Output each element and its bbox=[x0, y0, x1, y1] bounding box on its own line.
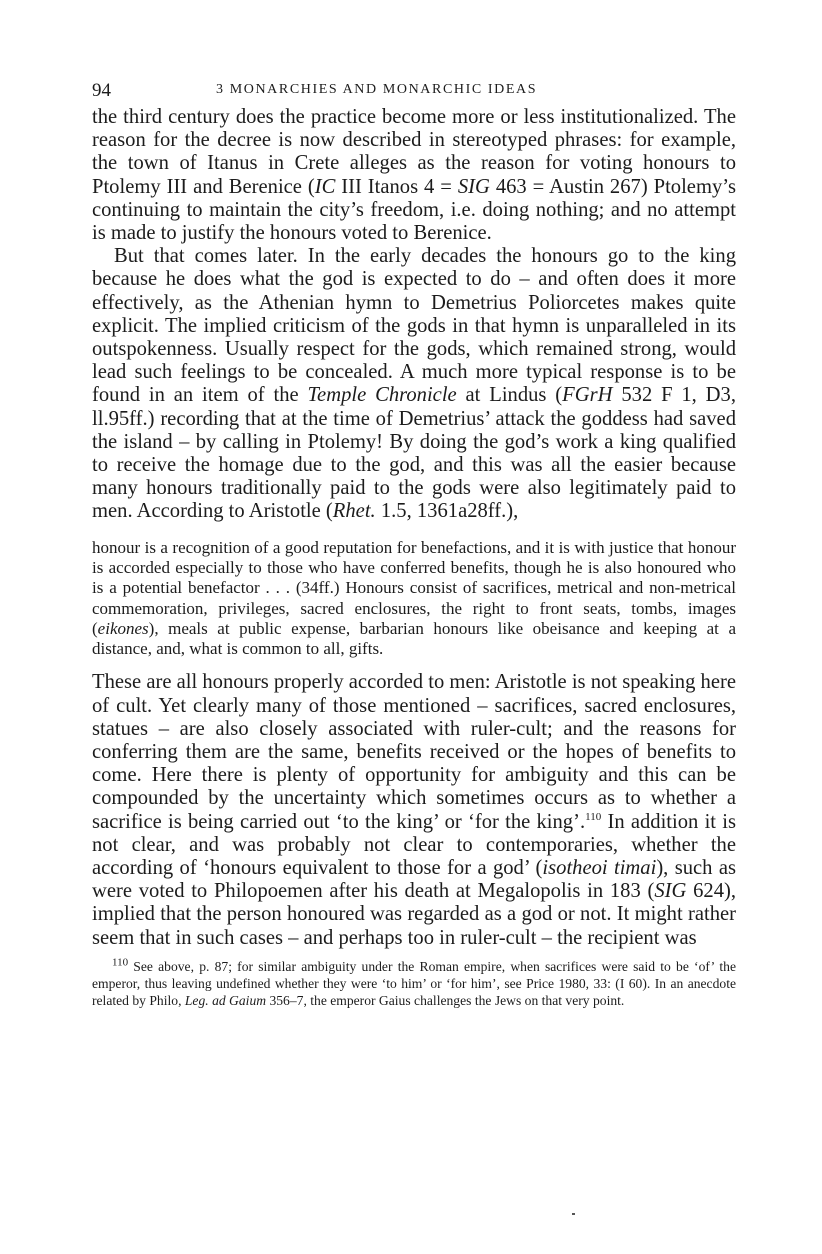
term-eikones: eikones bbox=[97, 618, 149, 638]
block-quote: honour is a recognition of a good reputation for benefactions, and it is with justice that honour is accorded especially to those who have conferred benefits, though he is also honoured who is a potential benefactor . . . (34ff.) Honours consist of sacrifices, metrical and non-metrical commemoration, privileges, sacred enclosures, the right to front seats, tombs, images (eikones), meals at public expense, barbarian honours like obeisance and keeping at a distance, and, what is common to all, gifts. bbox=[92, 537, 736, 659]
paragraph-2: But that comes later. In the early decades the honours go to the king because he does what the god is expected to do – and often does it more effectively, as the Athenian hymn to Demetrius Poliorcetes makes quite explicit. The implied criticism of the gods in that hymn is unparalleled in its outspokenness. Usually respect for the gods, which remained strong, would lead such feelings to be concealed. A much more typical response is to be found in an item of the Temple Chronicle at Lindus (FGrH 532 F 1, D3, ll.95ff.) recording that at the time of Demetrius’ attack the goddess had saved the island – by calling in Ptolemy! By doing the god’s work a king qualified to receive the homage due to the god, and this was all the easier because many honours traditionally paid to the gods were also legitimately paid to men. According to Aristotle (Rhet. 1.5, 1361a28ff.), bbox=[92, 245, 736, 523]
paragraph-3: These are all honours properly accorded to men: Aristotle is not speaking here of cult. Yet clearly many of those mentioned – sacrifices, sacred enclosures, statues – are also closely associated with ruler-cult; and the reasons for conferring them are the same, benefits received or the hopes of benefits to come. Here there is plenty of opportunity for ambiguity and this can be compounded by the uncertainty which sometimes occurs as to whether a sacrifice is being carried out ‘to the king’ or ‘for the king’.$^{110}$ In addition it is not clear, and was probably not clear to contemporaries, whether the according of ‘honours equivalent to those for a god’ (isotheoi timai), such as were voted to Philopoemen after his death at Megalopolis in 183 (SIG 624), implied that the person honoured was regarded as a god or not. It might rather seem that in such cases – and perhaps too in ruler-cult – the recipient was bbox=[92, 671, 737, 949]
footnote: $^{110}$ See above, p. 87; for similar ambiguity under the Roman empire, when sacrifices were said to be ‘of’ the emperor, thus leaving undefined whether they were ‘to him’ or ‘for him’, see Price 1980, 33: (I 60). In an anecdote related by Philo, Leg. ad Gaium 356–7, the emperor Gaius challenges the Jews on that very point. bbox=[92, 956, 736, 1009]
citation-fgrh: FGrH bbox=[562, 384, 613, 407]
book-page bbox=[92, 76, 736, 1023]
citation-sig: SIG bbox=[457, 175, 490, 198]
citation-ic: IC bbox=[314, 175, 336, 198]
title-leg-ad-gaium: Leg. ad Gaium bbox=[184, 993, 267, 1009]
citation-sig-2: SIG bbox=[654, 880, 687, 903]
term-isotheoi-timai: isotheoi timai bbox=[542, 857, 657, 880]
citation-rhet: Rhet. bbox=[332, 500, 376, 523]
running-head: 3 MONARCHIES AND MONARCHIC IDEAS bbox=[216, 82, 538, 97]
footnote-reference[interactable]: 110 bbox=[585, 810, 602, 823]
footnote-number: 110 bbox=[112, 956, 129, 969]
page-header bbox=[92, 76, 736, 106]
title-temple-chronicle: Temple Chronicle bbox=[307, 384, 457, 407]
paragraph-1: the third century does the practice become more or less institutionalized. The reason for the decree is now described in stereotyped phrases: for example, the town of Itanus in Crete alleges as the reason for voting honours to Ptolemy III and Berenice (IC III Itanos 4 = SIG 463 = Austin 267) Ptolemy’s continuing to maintain the city’s freedom, i.e. doing nothing; and no attempt is made to justify the honours voted to Berenice. bbox=[92, 106, 737, 245]
page-number: 94 bbox=[92, 80, 111, 101]
scan-speck bbox=[572, 1213, 575, 1215]
